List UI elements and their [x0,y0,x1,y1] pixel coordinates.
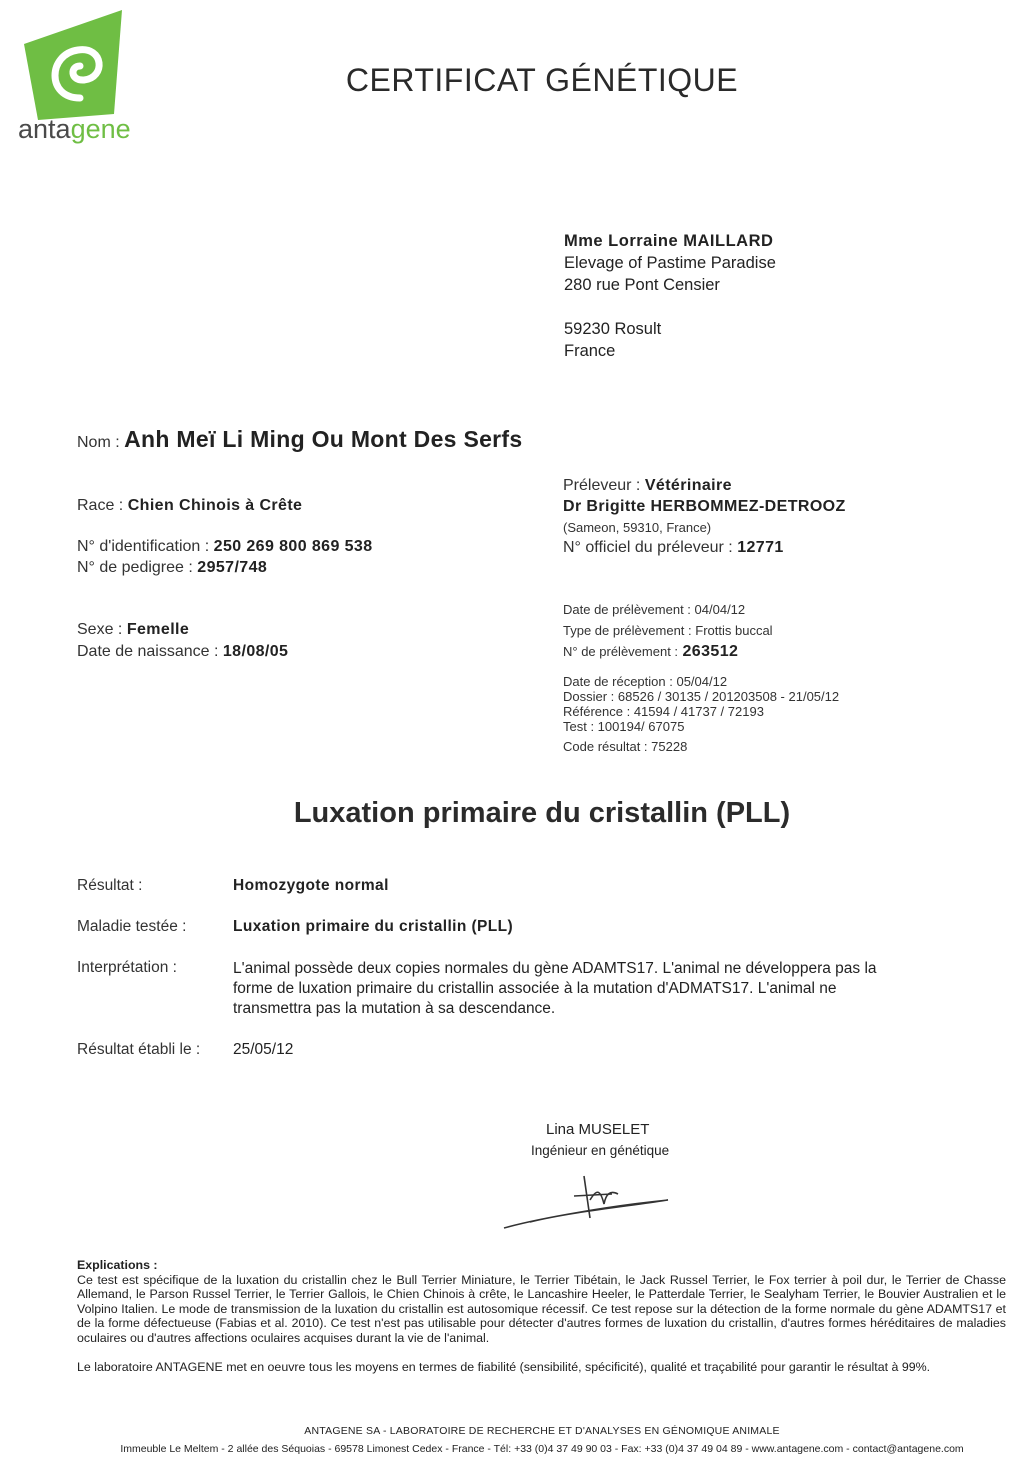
recipient-line4: France [564,342,616,360]
recipient-line2: 280 rue Pont Censier [564,276,720,294]
result-date-value: 25/05/12 [233,1041,294,1058]
sample-num-value: 263512 [682,643,739,660]
maladie-row [77,918,977,938]
resultat-value: Homozygote normal [233,877,389,894]
sample-code: Code résultat : 75228 [563,739,688,754]
sample-reference: Référence : 41594 / 41737 / 72193 [563,704,764,719]
interpretation-row [77,959,977,1021]
naissance-value: 18/08/05 [222,643,289,660]
page-title: CERTIFICAT GÉNÉTIQUE [345,62,739,98]
maladie-label: Maladie testée : [77,918,187,935]
explications-heading: Explications : [77,1258,158,1272]
sample-date-row [563,602,745,617]
naissance-label: Date de naissance : [77,643,219,660]
recipient-address [564,230,776,362]
preleveur-name: Dr Brigitte HERBOMMEZ-DETROOZ [563,498,846,515]
sample-type-value: Frottis buccal [695,623,773,638]
test-heading: Luxation primaire du cristallin (PLL) [293,797,791,829]
sample-dossier: Dossier : 68526 / 30135 / 201203508 - 21/05/12 [563,689,840,704]
signature-icon [500,1160,680,1235]
explications-para1: Ce test est spécifique de la luxation du cristallin chez le Bull Terrier Miniature, le Terrier Tibétain, le Jack Russel Terrier, le Fox terrier à poil dur, le Terrier de Chasse Allemand, le Parson Russel Terrier, le Terrier Gallois, le Chien Chinois à crête, le Lancashire Heeler, le Patterdale Terrier, le Sealyham Terrier, le Bouvier Australien et le Volpino Italien. Le mode de transmission de la luxation du cristallin est autosomique récessif. Ce test repose sur la détection de la forme normale du gène ADAMTS17 et de la forme défectueuse (Fabias et al. 2010). Ce test n'est pas utilisable pour détecter d'autres formes de luxation du cristallin, d'autres formes héréditaires de maladies oculaires ou d'autres affections oculaires acquises durant la vie de l'animal. [77,1272,1006,1345]
preleveur-type: Vétérinaire [644,477,732,494]
logo-wordmark-anta: anta [18,114,71,144]
sexe-value: Femelle [126,621,190,638]
explications [77,1258,1006,1375]
interpretation-text [233,959,963,1019]
sample-type-label: Type de prélèvement : [563,623,692,638]
nom-label: Nom : [77,434,120,451]
naissance-row [77,643,288,661]
preleveur-official-row [563,539,784,557]
result-date-label: Résultat établi le : [77,1041,201,1058]
sample-reception: Date de réception : 05/04/12 [563,674,728,689]
sample-date-label: Date de prélèvement : [563,602,691,617]
logo-wordmark-gene: gene [70,114,131,144]
preleveur-label: Préleveur : [563,477,641,494]
signatory-name: Lina MUSELET [546,1121,650,1138]
preleveur-row [563,477,732,495]
race-value: Chien Chinois à Crête [127,497,303,514]
sample-type-row [563,623,773,638]
pedigree-value: 2957/748 [197,559,268,576]
race-label: Race : [77,497,124,514]
sample-num-label: N° de prélèvement : [563,644,679,659]
race-row [77,497,302,515]
footer-contact: Immeuble Le Meltem - 2 allée des Séquoias - 69578 Limonest Cedex - France - Tél: +33 (0)4 37 49 90 03 - Fax: +33 (0)4 37 49 04 89 - www.antagene.com - contact@antagene.com [120,1443,964,1455]
sample-test: Test : 100194/ 67075 [563,719,685,734]
recipient-line3: 59230 Rosult [564,320,662,338]
identification-row [77,538,373,556]
maladie-value: Luxation primaire du cristallin (PLL) [233,918,514,935]
identification-label: N° d'identification : [77,538,210,555]
pedigree-label: N° de pedigree : [77,559,193,576]
result-date-row [77,1041,977,1061]
pedigree-row [77,559,267,577]
preleveur-location: (Sameon, 59310, France) [563,520,712,535]
recipient-name: Mme Lorraine MAILLARD [564,232,774,250]
footer-company: ANTAGENE SA - LABORATOIRE DE RECHERCHE ET D'ANALYSES EN GÉNOMIQUE ANIMALE [304,1425,780,1437]
animal-name: Anh Meï Li Ming Ou Mont Des Serfs [124,426,523,452]
recipient-line1: Elevage of Pastime Paradise [564,254,776,272]
interpretation-line2: forme de luxation primaire du cristallin associée à la mutation d'ADMATS17. L'animal ne [233,980,837,997]
sample-num-row [563,643,738,661]
resultat-label: Résultat : [77,877,143,894]
interpretation-label: Interprétation : [77,959,177,976]
animal-name-row [77,426,522,453]
signatory-role: Ingénieur en génétique [531,1143,670,1158]
explications-para2: Le laboratoire ANTAGENE met en oeuvre tous les moyens en termes de fiabilité (sensibilité, spécificité), qualité et traçabilité pour garantir le résultat à 99%. [77,1360,931,1374]
sample-details [563,674,839,754]
interpretation-line1: L'animal possède deux copies normales du gène ADAMTS17. L'animal ne développera pas la [233,960,877,977]
interpretation-line3: transmettra pas la mutation à sa descendance. [233,1000,556,1017]
preleveur-official-label: N° officiel du préleveur : [563,539,733,556]
logo-wordmark [18,114,131,145]
sexe-row [77,621,189,639]
resultat-row [77,877,977,897]
sexe-label: Sexe : [77,621,123,638]
preleveur-official-value: 12771 [737,539,784,556]
identification-value: 250 269 800 869 538 [213,538,373,555]
sample-date-value: 04/04/12 [694,602,746,617]
